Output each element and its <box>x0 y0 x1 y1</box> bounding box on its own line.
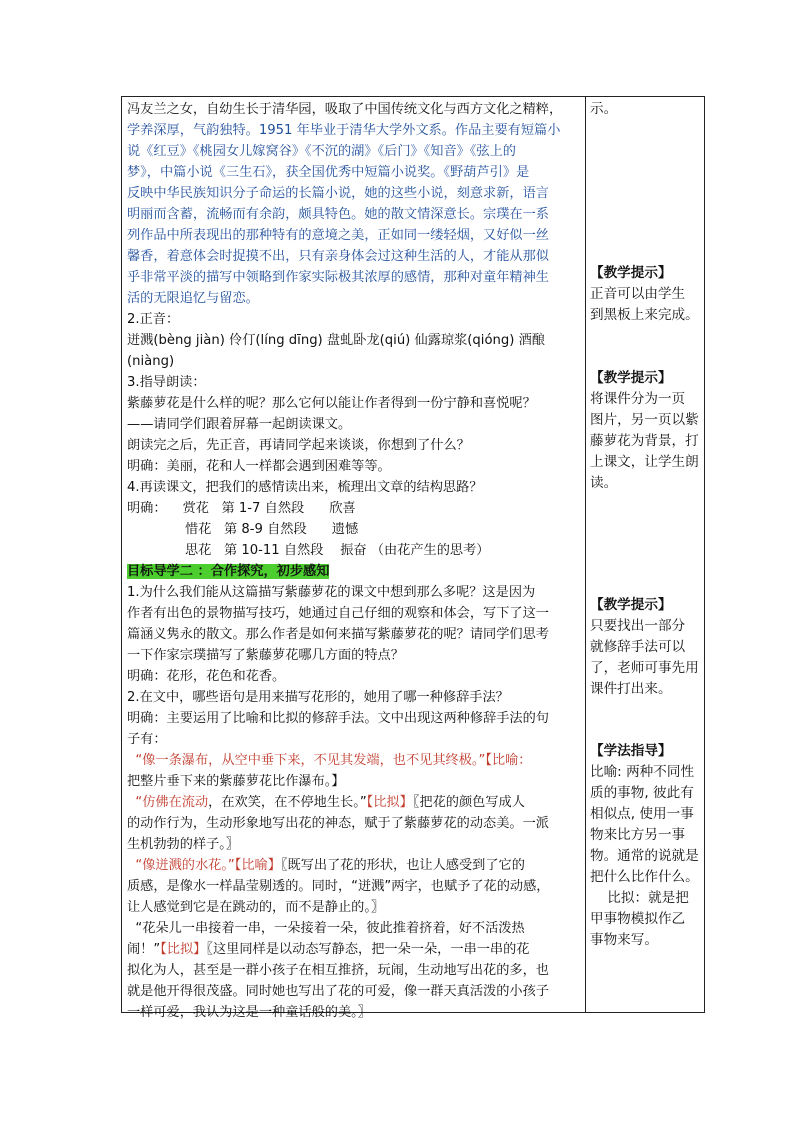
side-top-text: 示。 <box>590 101 618 117</box>
tip-line: 正音可以由学生 <box>590 286 686 302</box>
example-2 <box>127 792 581 813</box>
structure-lead: 明确： <box>127 501 167 516</box>
structure-row <box>127 519 581 540</box>
intro-line: 冯友兰之女，自幼生长于清华园，吸取了中国传统文化与西方文化之精粹， <box>127 102 563 117</box>
side-tip-3 <box>590 595 702 700</box>
example-quote-rest: ，在欢笑，在不停地生长。” <box>208 795 367 810</box>
intro-line <box>127 120 581 141</box>
tip-line: 上课文，让学生朗 <box>590 454 699 470</box>
tip-line: 到黑板上来完成。 <box>590 307 699 323</box>
structure-row <box>127 540 581 561</box>
side-top <box>590 99 702 120</box>
q-line: 篇涵义隽永的散文。那么作者是如何来描写紫藤萝花的呢？请同学们思考 <box>127 627 549 642</box>
side-tip-1 <box>590 263 702 326</box>
pinyin-line: 迸溅(bèng jiàn) 伶仃(líng dīng) 盘虬卧龙(qiú) 仙露琼浆(qióng) 酒酿 <box>127 333 545 348</box>
example-tag: 【比喻】 <box>234 858 281 873</box>
structure-feeling: 遗憾 <box>331 522 359 537</box>
example-note: 〖这里同样是以动态写静态，把一朵一朵，一串一串的花 <box>206 942 530 957</box>
intro-line: 列作品中所表现出的那种特有的意境之美，正如同一缕轻烟，又好似一丝 <box>127 228 549 243</box>
column-divider <box>585 97 586 1012</box>
tip-line: 物。通常的说就是 <box>590 848 699 864</box>
intro-line: 乎非常平淡的描写中领略到作家实际极其浓厚的感情，那种对童年精神生 <box>127 270 549 285</box>
q-line: 作者有出色的景物描写技巧，她通过自己仔细的观察和体会，写下了这一 <box>127 606 549 621</box>
langdu-line: 朗读完之后，先正音，再请同学起来谈谈，你想到了什么？ <box>127 438 470 453</box>
tip-line: 物来比方另一事 <box>590 827 686 843</box>
q-line: 2.在文中，哪些语句是用来描写花形的，她用了哪一种修辞手法？ <box>127 690 509 705</box>
pinyin-line: (niàng) <box>127 354 175 369</box>
tip-line: 相似点, 使用一事 <box>590 806 694 822</box>
example-tag: 【比拟】 <box>160 942 207 957</box>
structure-feeling: 欣喜 <box>329 501 356 516</box>
q-line: 1.为什么我们能从这篇描写紫藤萝花的课文中想到那么多呢？这是因为 <box>127 585 536 600</box>
example-note: 让人感觉到它是在跳动的，而不是静止的。〗 <box>127 900 385 915</box>
q-line: 子有： <box>127 732 167 747</box>
langdu-line: 4.再读课文，把我们的感情读出来，梳理出文章的结构思路？ <box>127 480 483 495</box>
intro-line: 馨香，着意体会时捉摸不出，只有亲身体会过这种生活的人，才能从那似 <box>127 249 549 264</box>
q-line: 明确：花形，花色和花香。 <box>127 669 286 684</box>
q-line: 一下作家宗璞描写了紫藤萝花哪几方面的特点？ <box>127 648 404 663</box>
example-3 <box>127 855 581 876</box>
structure-part: 赏花 <box>182 501 209 516</box>
tip-line: 了，老师可事先用 <box>590 660 699 676</box>
intro-line: 说《红豆》《桃园女儿嫁窝谷》《不沉的湖》《后门》《知音》《弦上的 <box>127 144 516 159</box>
tip-line: 比拟：就是把 <box>590 890 689 906</box>
example-tag: 【比喻： <box>485 753 532 768</box>
tip-title: 【教学提示】 <box>590 597 672 613</box>
intro-line: 梦》，中篇小说《三生石》，获全国优秀中短篇小说奖。《野葫芦引》是 <box>127 165 530 180</box>
langdu-line: ——请同学们跟着屏幕一起朗读课文。 <box>127 417 352 432</box>
example-note: 质感，是像水一样晶莹剔透的。同时，“迸溅”两字，也赋予了花的动感， <box>127 879 550 894</box>
tip-title: 【学法指导】 <box>590 743 672 759</box>
example-quote: 闹！” <box>127 942 161 957</box>
example-note: 就是他开得很茂盛。同时她也写出了花的可爱，像一群天真活泼的小孩子 <box>127 984 549 999</box>
tip-title: 【教学提示】 <box>590 370 672 386</box>
goal-heading-row <box>127 561 581 582</box>
example-4-cont <box>127 939 581 960</box>
tip-line: 甲事物模拟作乙 <box>590 911 686 927</box>
tip-line: 把什么比作什么。 <box>590 869 699 885</box>
example-tag: 【比拟】 <box>366 795 413 810</box>
example-4 <box>127 918 581 939</box>
langdu-line: 明确：美丽，花和人一样都会遇到困难等等。 <box>127 459 391 474</box>
tip-line: 将课件分为一页 <box>590 391 686 407</box>
q-line: 明确：主要运用了比喻和比拟的修辞手法。文中出现这两种修辞手法的句 <box>127 711 549 726</box>
structure-range: 第 10-11 自然段 <box>223 543 324 558</box>
intro-line: 反映中华民族知识分子命运的长篇小说，她的这些小说，刻意求新，语言 <box>127 186 549 201</box>
tip-line: 事物来写。 <box>590 932 658 948</box>
example-note: 一样可爱，我认为这是一种童话般的美。〗 <box>127 1005 371 1020</box>
example-quote: “花朵儿一串接着一串，一朵接着一朵，彼此推着挤着，好不活泼热 <box>135 921 525 936</box>
main-column <box>127 99 581 1023</box>
example-1 <box>127 750 581 771</box>
tip-line: 比喻: 两种不同性 <box>590 764 695 780</box>
tip-line: 只要找出一部分 <box>590 618 686 634</box>
tip-line: 读。 <box>590 475 618 491</box>
lesson-table <box>121 96 705 1020</box>
example-note: 〖把花的颜色写成人 <box>412 795 525 810</box>
zhengyin-title: 2.正音： <box>127 312 180 327</box>
side-tip-4 <box>590 741 702 951</box>
structure-part: 思花 <box>185 543 212 558</box>
structure-part: 惜花 <box>185 522 212 537</box>
tip-line: 质的事物, 彼此有 <box>590 785 694 801</box>
tip-title: 【教学提示】 <box>590 265 672 281</box>
structure-range: 第 8-9 自然段 <box>223 522 307 537</box>
structure-feeling: 振奋 （由花产生的思考） <box>340 543 490 558</box>
example-note: 〖既写出了花的形状，也让人感受到了它的 <box>280 858 525 873</box>
structure-range: 第 1-7 自然段 <box>221 501 305 516</box>
example-quote: “仿佛在流动 <box>135 795 209 810</box>
tip-line: 就修辞手法可以 <box>590 639 686 655</box>
side-tip-2 <box>590 368 702 494</box>
example-quote: “像迸溅的水花。” <box>135 858 235 873</box>
intro-line: 活的无限追忆与留恋。 <box>127 291 259 306</box>
tip-line: 课件打出来。 <box>590 681 672 697</box>
goal-heading: 目标导学二 ：合作探究，初步感知 <box>127 564 330 579</box>
example-note: 的动作行为，生动形象地写出花的神态，赋于了紫藤萝花的动态美。一派 <box>127 816 549 831</box>
intro-line: 明丽而含蓄，流畅而有余韵，颇具特色。她的散文情深意长。宗璞在一系 <box>127 207 549 222</box>
example-note: 把整片垂下来的紫藤萝花比作瀑布。】 <box>127 774 345 789</box>
tip-line: 藤萝花为背景，打 <box>590 433 699 449</box>
example-note: 生机勃勃的样子。〗 <box>127 837 240 852</box>
langdu-title: 3.指导朗读： <box>127 375 206 390</box>
intro-line-text: 学养深厚，气韵独特。1951 年毕业于清华大学外文系。作品主要有短篇小 <box>127 123 561 138</box>
tip-line: 图片，另一页以紫 <box>590 412 699 428</box>
structure-row <box>127 498 581 519</box>
langdu-line: 紫藤萝花是什么样的呢？那么它何以能让作者得到一份宁静和喜悦呢？ <box>127 396 536 411</box>
example-quote: “像一条瀑布，从空中垂下来，不见其发端，也不见其终极。” <box>135 753 486 768</box>
example-note: 拟化为人，甚至是一群小孩子在相互推挤，玩闹，生动地写出花的多，也 <box>127 963 549 978</box>
